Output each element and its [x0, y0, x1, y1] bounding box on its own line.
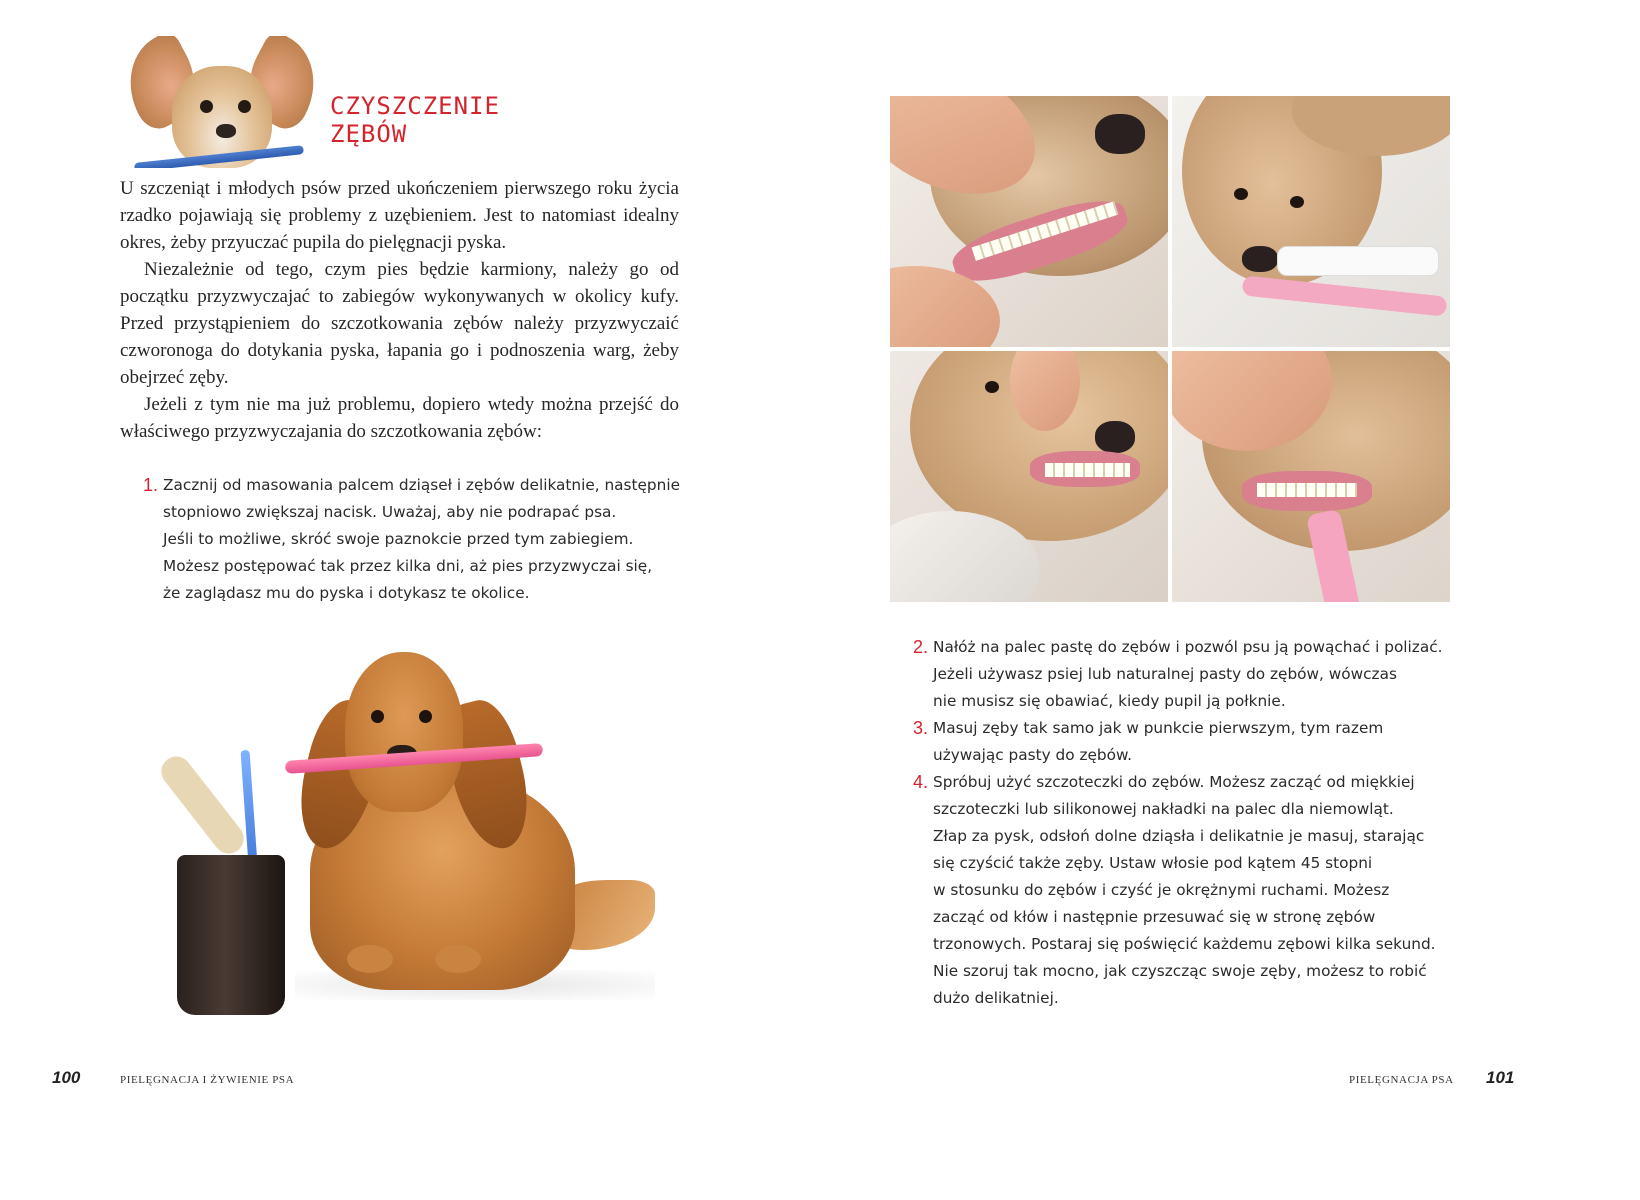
step-item-4 — [913, 769, 1473, 1012]
title-line-1: CZYSZCZENIE — [330, 92, 500, 120]
steps-list-right — [913, 634, 1473, 1012]
page-title — [330, 92, 500, 148]
intro-text — [120, 175, 679, 445]
step-number: 2. — [913, 637, 929, 657]
step-text: Spróbuj użyć szczoteczki do zębów. Możesz zacząć od miękkiej szczoteczki lub silikonowej nakładki na palec dla niemowląt. Złap za pysk, odsłoń dolne dziąsła i delikatnie je masuj, starając się czyścić także zęby. Ustaw włosie pod kątem 45 stopni w stosunku do zębów i czyść je okrężnymi ruchami. Możesz zacząć od kłów i następnie przesuwać się w stronę zębów trzonowych. Postaraj się poświęcić każdemu zębowi kilka sekund. Nie szoruj tak mocno, jak czyszcząc swoje zęby, możesz to robić dużo delikatniej. — [933, 773, 1436, 1007]
step-number: 1. — [143, 475, 159, 495]
page-number-right: 101 — [1486, 1068, 1515, 1087]
photo-finger-brush — [1172, 351, 1450, 602]
photo-lifting-lip — [890, 96, 1168, 347]
step-text: Zacznij od masowania palcem dziąseł i zębów delikatnie, następnie stopniowo zwiększaj nacisk. Uważaj, aby nie podrapać psa. Jeśli to możliwe, skróć swoje paznokcie przed tym zabiegiem. Możesz postępować tak przez kilka dni, aż pies przyzwyczai się, że zaglądasz mu do pyska i dotykasz te okolice. — [163, 476, 680, 602]
steps-list-left — [143, 472, 703, 607]
intro-paragraph-2: Niezależnie od tego, czym pies będzie karmiony, należy go od początku przyzwyczajać to zabiegów wykonywanych w okolicy kufy. Przed przystąpieniem do szczotkowania zębów należy przyzwyczaić czworonoga do dotykania pyska, łapania go i podnoszenia warg, żeby obejrzeć zęby. — [120, 259, 679, 388]
intro-paragraph-1: U szczeniąt i młodych psów przed ukończeniem pierwszego roku życia rzadko pojawiają się problemy z uzębieniem. Jest to natomiast idealny okres, żeby przyuczać pupila do pielęgnacji pyska. — [120, 178, 679, 253]
step-text: Nałóż na palec pastę do zębów i pozwól psu ją powąchać i polizać. Jeżeli używasz psiej lub naturalnej pasty do zębów, wówczas nie musisz się obawiać, kiedy pupil ją połknie. — [933, 638, 1443, 710]
step-item-3 — [913, 715, 1473, 769]
running-head-right: PIELĘGNACJA PSA — [1349, 1074, 1454, 1086]
photo-dog-with-toothpaste — [1172, 96, 1450, 347]
title-line-2: ZĘBÓW — [330, 120, 408, 148]
page-number-left: 100 — [52, 1068, 81, 1087]
intro-paragraph-3: Jeżeli z tym nie ma już problemu, dopiero wtedy można przejść do właściwego przyzwyczajania do szczotkowania zębów: — [120, 394, 679, 442]
step-text: Masuj zęby tak samo jak w punkcie pierwszym, tym razem używając pasty do zębów. — [933, 719, 1384, 764]
right-page — [820, 0, 1640, 1200]
dachshund-toothbrush-image — [135, 640, 655, 1025]
running-head-left: PIELĘGNACJA I ŻYWIENIE PSA — [120, 1074, 295, 1086]
photo-finger-gauze — [890, 351, 1168, 602]
step-item-2 — [913, 634, 1473, 715]
step-number: 4. — [913, 772, 929, 792]
step-item-1 — [143, 472, 703, 607]
chihuahua-toothbrush-image — [120, 36, 325, 168]
step-number: 3. — [913, 718, 929, 738]
